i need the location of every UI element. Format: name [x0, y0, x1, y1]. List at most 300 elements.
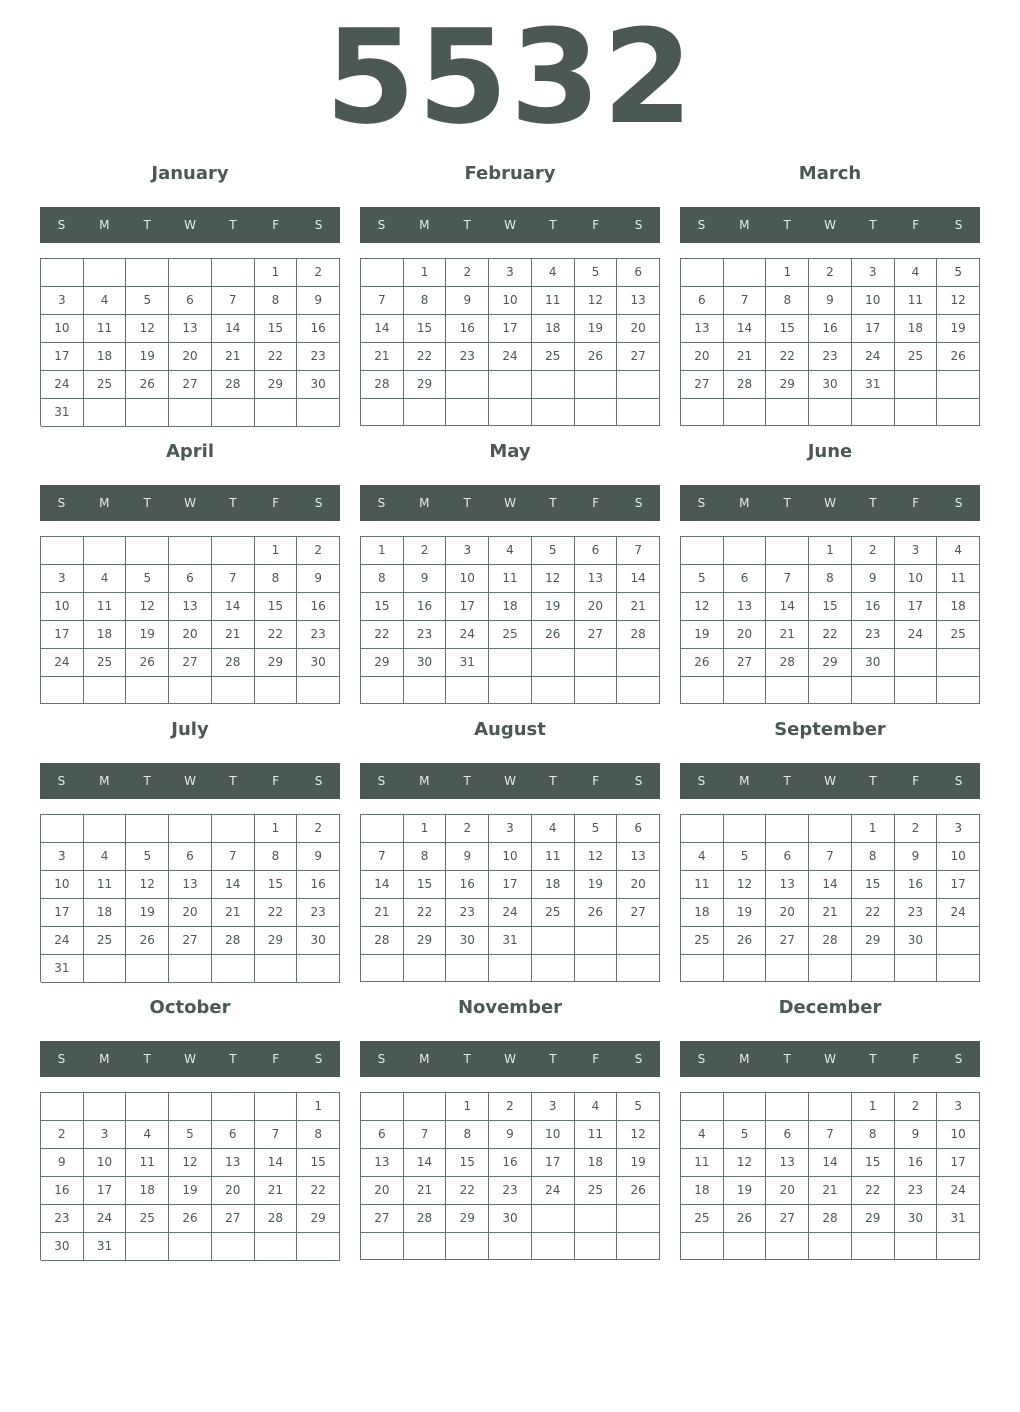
- day-cell[interactable]: 5: [724, 1121, 767, 1149]
- day-cell[interactable]: 18: [575, 1149, 618, 1177]
- day-cell[interactable]: 30: [809, 371, 852, 399]
- day-cell[interactable]: 20: [212, 1177, 255, 1205]
- day-cell[interactable]: 19: [169, 1177, 212, 1205]
- day-cell[interactable]: 19: [575, 315, 618, 343]
- day-cell[interactable]: 4: [575, 1093, 618, 1121]
- day-cell[interactable]: 24: [84, 1205, 127, 1233]
- day-cell[interactable]: 7: [212, 843, 255, 871]
- day-cell[interactable]: 17: [41, 899, 84, 927]
- day-cell[interactable]: 17: [937, 1149, 980, 1177]
- day-cell[interactable]: 24: [446, 621, 489, 649]
- day-cell[interactable]: 26: [681, 649, 724, 677]
- day-cell[interactable]: 28: [361, 371, 404, 399]
- day-cell[interactable]: 7: [809, 1121, 852, 1149]
- day-cell[interactable]: 10: [446, 565, 489, 593]
- day-cell[interactable]: 11: [84, 315, 127, 343]
- day-cell[interactable]: 12: [724, 871, 767, 899]
- day-cell[interactable]: 13: [361, 1149, 404, 1177]
- day-cell[interactable]: 10: [852, 287, 895, 315]
- day-cell[interactable]: 11: [489, 565, 532, 593]
- day-cell[interactable]: 6: [361, 1121, 404, 1149]
- day-cell[interactable]: 17: [489, 871, 532, 899]
- day-cell[interactable]: 22: [297, 1177, 340, 1205]
- day-cell[interactable]: 29: [361, 649, 404, 677]
- day-cell[interactable]: 9: [895, 1121, 938, 1149]
- day-cell[interactable]: 6: [724, 565, 767, 593]
- day-cell[interactable]: 30: [895, 1205, 938, 1233]
- day-cell[interactable]: 5: [724, 843, 767, 871]
- day-cell[interactable]: 23: [895, 1177, 938, 1205]
- day-cell[interactable]: 23: [852, 621, 895, 649]
- day-cell[interactable]: 11: [575, 1121, 618, 1149]
- day-cell[interactable]: 25: [126, 1205, 169, 1233]
- day-cell[interactable]: 31: [41, 955, 84, 983]
- day-cell[interactable]: 24: [41, 649, 84, 677]
- day-cell[interactable]: 20: [766, 1177, 809, 1205]
- day-cell[interactable]: 13: [575, 565, 618, 593]
- day-cell[interactable]: 21: [766, 621, 809, 649]
- day-cell[interactable]: 2: [297, 815, 340, 843]
- day-cell[interactable]: 30: [297, 371, 340, 399]
- day-cell[interactable]: 15: [852, 871, 895, 899]
- day-cell[interactable]: 9: [446, 843, 489, 871]
- day-cell[interactable]: 23: [809, 343, 852, 371]
- day-cell[interactable]: 2: [404, 537, 447, 565]
- day-cell[interactable]: 1: [852, 815, 895, 843]
- day-cell[interactable]: 27: [617, 343, 660, 371]
- day-cell[interactable]: 13: [617, 287, 660, 315]
- day-cell[interactable]: 1: [404, 259, 447, 287]
- day-cell[interactable]: 11: [126, 1149, 169, 1177]
- day-cell[interactable]: 21: [212, 343, 255, 371]
- day-cell[interactable]: 25: [575, 1177, 618, 1205]
- day-cell[interactable]: 27: [681, 371, 724, 399]
- day-cell[interactable]: 11: [681, 871, 724, 899]
- day-cell[interactable]: 27: [766, 927, 809, 955]
- day-cell[interactable]: 14: [255, 1149, 298, 1177]
- day-cell[interactable]: 21: [404, 1177, 447, 1205]
- day-cell[interactable]: 7: [766, 565, 809, 593]
- day-cell[interactable]: 26: [126, 927, 169, 955]
- day-cell[interactable]: 18: [532, 315, 575, 343]
- day-cell[interactable]: 3: [489, 815, 532, 843]
- day-cell[interactable]: 17: [489, 315, 532, 343]
- day-cell[interactable]: 12: [724, 1149, 767, 1177]
- day-cell[interactable]: 23: [41, 1205, 84, 1233]
- day-cell[interactable]: 2: [489, 1093, 532, 1121]
- day-cell[interactable]: 11: [84, 871, 127, 899]
- day-cell[interactable]: 9: [41, 1149, 84, 1177]
- day-cell[interactable]: 18: [532, 871, 575, 899]
- day-cell[interactable]: 3: [41, 287, 84, 315]
- day-cell[interactable]: 22: [255, 621, 298, 649]
- day-cell[interactable]: 27: [724, 649, 767, 677]
- day-cell[interactable]: 31: [446, 649, 489, 677]
- day-cell[interactable]: 16: [895, 1149, 938, 1177]
- day-cell[interactable]: 2: [809, 259, 852, 287]
- day-cell[interactable]: 24: [489, 343, 532, 371]
- day-cell[interactable]: 3: [84, 1121, 127, 1149]
- day-cell[interactable]: 20: [575, 593, 618, 621]
- day-cell[interactable]: 21: [255, 1177, 298, 1205]
- day-cell[interactable]: 23: [446, 343, 489, 371]
- day-cell[interactable]: 7: [809, 843, 852, 871]
- day-cell[interactable]: 26: [617, 1177, 660, 1205]
- day-cell[interactable]: 28: [212, 649, 255, 677]
- day-cell[interactable]: 30: [404, 649, 447, 677]
- day-cell[interactable]: 25: [681, 1205, 724, 1233]
- day-cell[interactable]: 18: [681, 899, 724, 927]
- day-cell[interactable]: 15: [852, 1149, 895, 1177]
- day-cell[interactable]: 7: [212, 287, 255, 315]
- day-cell[interactable]: 4: [532, 259, 575, 287]
- day-cell[interactable]: 25: [84, 371, 127, 399]
- day-cell[interactable]: 25: [681, 927, 724, 955]
- day-cell[interactable]: 5: [532, 537, 575, 565]
- day-cell[interactable]: 24: [41, 927, 84, 955]
- day-cell[interactable]: 28: [404, 1205, 447, 1233]
- day-cell[interactable]: 10: [84, 1149, 127, 1177]
- day-cell[interactable]: 26: [169, 1205, 212, 1233]
- day-cell[interactable]: 15: [404, 315, 447, 343]
- day-cell[interactable]: 8: [255, 843, 298, 871]
- day-cell[interactable]: 4: [895, 259, 938, 287]
- day-cell[interactable]: 28: [809, 927, 852, 955]
- day-cell[interactable]: 7: [404, 1121, 447, 1149]
- day-cell[interactable]: 4: [84, 565, 127, 593]
- day-cell[interactable]: 3: [852, 259, 895, 287]
- day-cell[interactable]: 29: [255, 649, 298, 677]
- day-cell[interactable]: 26: [724, 1205, 767, 1233]
- day-cell[interactable]: 17: [852, 315, 895, 343]
- day-cell[interactable]: 29: [766, 371, 809, 399]
- day-cell[interactable]: 4: [681, 843, 724, 871]
- day-cell[interactable]: 10: [937, 843, 980, 871]
- day-cell[interactable]: 22: [852, 899, 895, 927]
- day-cell[interactable]: 27: [766, 1205, 809, 1233]
- day-cell[interactable]: 16: [489, 1149, 532, 1177]
- day-cell[interactable]: 8: [297, 1121, 340, 1149]
- day-cell[interactable]: 6: [169, 843, 212, 871]
- day-cell[interactable]: 25: [532, 899, 575, 927]
- day-cell[interactable]: 9: [489, 1121, 532, 1149]
- day-cell[interactable]: 2: [446, 259, 489, 287]
- day-cell[interactable]: 30: [852, 649, 895, 677]
- day-cell[interactable]: 10: [41, 315, 84, 343]
- day-cell[interactable]: 16: [404, 593, 447, 621]
- day-cell[interactable]: 21: [809, 1177, 852, 1205]
- day-cell[interactable]: 13: [169, 871, 212, 899]
- day-cell[interactable]: 20: [169, 621, 212, 649]
- day-cell[interactable]: 21: [724, 343, 767, 371]
- day-cell[interactable]: 20: [766, 899, 809, 927]
- day-cell[interactable]: 7: [724, 287, 767, 315]
- day-cell[interactable]: 31: [41, 399, 84, 427]
- day-cell[interactable]: 16: [446, 871, 489, 899]
- day-cell[interactable]: 16: [895, 871, 938, 899]
- day-cell[interactable]: 9: [809, 287, 852, 315]
- day-cell[interactable]: 16: [446, 315, 489, 343]
- day-cell[interactable]: 20: [169, 899, 212, 927]
- day-cell[interactable]: 11: [532, 843, 575, 871]
- day-cell[interactable]: 8: [446, 1121, 489, 1149]
- day-cell[interactable]: 14: [809, 871, 852, 899]
- day-cell[interactable]: 25: [84, 649, 127, 677]
- day-cell[interactable]: 12: [575, 843, 618, 871]
- day-cell[interactable]: 22: [404, 899, 447, 927]
- day-cell[interactable]: 19: [126, 621, 169, 649]
- day-cell[interactable]: 20: [169, 343, 212, 371]
- day-cell[interactable]: 27: [575, 621, 618, 649]
- day-cell[interactable]: 27: [169, 649, 212, 677]
- day-cell[interactable]: 13: [212, 1149, 255, 1177]
- day-cell[interactable]: 20: [617, 871, 660, 899]
- day-cell[interactable]: 17: [937, 871, 980, 899]
- day-cell[interactable]: 4: [489, 537, 532, 565]
- day-cell[interactable]: 6: [169, 287, 212, 315]
- day-cell[interactable]: 14: [212, 593, 255, 621]
- day-cell[interactable]: 28: [255, 1205, 298, 1233]
- day-cell[interactable]: 10: [937, 1121, 980, 1149]
- day-cell[interactable]: 13: [681, 315, 724, 343]
- day-cell[interactable]: 9: [895, 843, 938, 871]
- day-cell[interactable]: 7: [361, 843, 404, 871]
- day-cell[interactable]: 5: [126, 843, 169, 871]
- day-cell[interactable]: 28: [809, 1205, 852, 1233]
- day-cell[interactable]: 22: [766, 343, 809, 371]
- day-cell[interactable]: 8: [404, 287, 447, 315]
- day-cell[interactable]: 14: [361, 871, 404, 899]
- day-cell[interactable]: 5: [575, 815, 618, 843]
- day-cell[interactable]: 29: [404, 371, 447, 399]
- day-cell[interactable]: 26: [532, 621, 575, 649]
- day-cell[interactable]: 19: [681, 621, 724, 649]
- day-cell[interactable]: 21: [617, 593, 660, 621]
- day-cell[interactable]: 29: [255, 927, 298, 955]
- day-cell[interactable]: 18: [84, 899, 127, 927]
- day-cell[interactable]: 31: [489, 927, 532, 955]
- day-cell[interactable]: 12: [681, 593, 724, 621]
- day-cell[interactable]: 1: [255, 259, 298, 287]
- day-cell[interactable]: 14: [361, 315, 404, 343]
- day-cell[interactable]: 3: [489, 259, 532, 287]
- day-cell[interactable]: 3: [41, 565, 84, 593]
- day-cell[interactable]: 13: [169, 315, 212, 343]
- day-cell[interactable]: 17: [41, 621, 84, 649]
- day-cell[interactable]: 19: [724, 899, 767, 927]
- day-cell[interactable]: 8: [255, 565, 298, 593]
- day-cell[interactable]: 26: [126, 371, 169, 399]
- day-cell[interactable]: 28: [361, 927, 404, 955]
- day-cell[interactable]: 12: [532, 565, 575, 593]
- day-cell[interactable]: 4: [126, 1121, 169, 1149]
- day-cell[interactable]: 16: [41, 1177, 84, 1205]
- day-cell[interactable]: 21: [361, 899, 404, 927]
- day-cell[interactable]: 21: [361, 343, 404, 371]
- day-cell[interactable]: 24: [489, 899, 532, 927]
- day-cell[interactable]: 10: [489, 287, 532, 315]
- day-cell[interactable]: 9: [297, 843, 340, 871]
- day-cell[interactable]: 2: [895, 815, 938, 843]
- day-cell[interactable]: 8: [404, 843, 447, 871]
- day-cell[interactable]: 12: [617, 1121, 660, 1149]
- day-cell[interactable]: 14: [212, 871, 255, 899]
- day-cell[interactable]: 20: [681, 343, 724, 371]
- day-cell[interactable]: 10: [895, 565, 938, 593]
- day-cell[interactable]: 28: [212, 371, 255, 399]
- day-cell[interactable]: 26: [575, 899, 618, 927]
- day-cell[interactable]: 18: [126, 1177, 169, 1205]
- day-cell[interactable]: 11: [937, 565, 980, 593]
- day-cell[interactable]: 10: [489, 843, 532, 871]
- day-cell[interactable]: 12: [126, 871, 169, 899]
- day-cell[interactable]: 6: [169, 565, 212, 593]
- day-cell[interactable]: 30: [446, 927, 489, 955]
- day-cell[interactable]: 19: [126, 343, 169, 371]
- day-cell[interactable]: 19: [937, 315, 980, 343]
- day-cell[interactable]: 23: [446, 899, 489, 927]
- day-cell[interactable]: 13: [169, 593, 212, 621]
- day-cell[interactable]: 1: [446, 1093, 489, 1121]
- day-cell[interactable]: 5: [169, 1121, 212, 1149]
- day-cell[interactable]: 8: [255, 287, 298, 315]
- day-cell[interactable]: 26: [575, 343, 618, 371]
- day-cell[interactable]: 5: [126, 287, 169, 315]
- day-cell[interactable]: 15: [255, 593, 298, 621]
- day-cell[interactable]: 15: [255, 871, 298, 899]
- day-cell[interactable]: 3: [41, 843, 84, 871]
- day-cell[interactable]: 25: [937, 621, 980, 649]
- day-cell[interactable]: 17: [532, 1149, 575, 1177]
- day-cell[interactable]: 14: [212, 315, 255, 343]
- day-cell[interactable]: 7: [212, 565, 255, 593]
- day-cell[interactable]: 17: [895, 593, 938, 621]
- day-cell[interactable]: 18: [84, 621, 127, 649]
- day-cell[interactable]: 10: [532, 1121, 575, 1149]
- day-cell[interactable]: 6: [766, 843, 809, 871]
- day-cell[interactable]: 13: [724, 593, 767, 621]
- day-cell[interactable]: 28: [766, 649, 809, 677]
- day-cell[interactable]: 6: [575, 537, 618, 565]
- day-cell[interactable]: 4: [681, 1121, 724, 1149]
- day-cell[interactable]: 2: [297, 537, 340, 565]
- day-cell[interactable]: 20: [361, 1177, 404, 1205]
- day-cell[interactable]: 11: [681, 1149, 724, 1177]
- day-cell[interactable]: 1: [255, 815, 298, 843]
- day-cell[interactable]: 11: [895, 287, 938, 315]
- day-cell[interactable]: 7: [361, 287, 404, 315]
- day-cell[interactable]: 4: [84, 843, 127, 871]
- day-cell[interactable]: 23: [297, 621, 340, 649]
- day-cell[interactable]: 8: [766, 287, 809, 315]
- day-cell[interactable]: 12: [169, 1149, 212, 1177]
- day-cell[interactable]: 4: [84, 287, 127, 315]
- day-cell[interactable]: 19: [617, 1149, 660, 1177]
- day-cell[interactable]: 29: [255, 371, 298, 399]
- day-cell[interactable]: 27: [617, 899, 660, 927]
- day-cell[interactable]: 15: [446, 1149, 489, 1177]
- day-cell[interactable]: 5: [681, 565, 724, 593]
- day-cell[interactable]: 15: [809, 593, 852, 621]
- day-cell[interactable]: 3: [446, 537, 489, 565]
- day-cell[interactable]: 28: [724, 371, 767, 399]
- day-cell[interactable]: 23: [895, 899, 938, 927]
- day-cell[interactable]: 15: [255, 315, 298, 343]
- day-cell[interactable]: 8: [852, 843, 895, 871]
- day-cell[interactable]: 24: [41, 371, 84, 399]
- day-cell[interactable]: 2: [446, 815, 489, 843]
- day-cell[interactable]: 19: [126, 899, 169, 927]
- day-cell[interactable]: 24: [852, 343, 895, 371]
- day-cell[interactable]: 30: [297, 927, 340, 955]
- day-cell[interactable]: 30: [489, 1205, 532, 1233]
- day-cell[interactable]: 13: [617, 843, 660, 871]
- day-cell[interactable]: 30: [895, 927, 938, 955]
- day-cell[interactable]: 6: [617, 259, 660, 287]
- day-cell[interactable]: 20: [724, 621, 767, 649]
- day-cell[interactable]: 9: [297, 287, 340, 315]
- day-cell[interactable]: 16: [297, 593, 340, 621]
- day-cell[interactable]: 15: [361, 593, 404, 621]
- day-cell[interactable]: 27: [212, 1205, 255, 1233]
- day-cell[interactable]: 17: [446, 593, 489, 621]
- day-cell[interactable]: 12: [126, 315, 169, 343]
- day-cell[interactable]: 20: [617, 315, 660, 343]
- day-cell[interactable]: 17: [84, 1177, 127, 1205]
- day-cell[interactable]: 5: [617, 1093, 660, 1121]
- day-cell[interactable]: 22: [361, 621, 404, 649]
- day-cell[interactable]: 9: [852, 565, 895, 593]
- day-cell[interactable]: 22: [255, 343, 298, 371]
- day-cell[interactable]: 1: [809, 537, 852, 565]
- day-cell[interactable]: 3: [895, 537, 938, 565]
- day-cell[interactable]: 13: [766, 871, 809, 899]
- day-cell[interactable]: 21: [212, 899, 255, 927]
- day-cell[interactable]: 24: [532, 1177, 575, 1205]
- day-cell[interactable]: 15: [766, 315, 809, 343]
- day-cell[interactable]: 15: [297, 1149, 340, 1177]
- day-cell[interactable]: 2: [41, 1121, 84, 1149]
- day-cell[interactable]: 4: [937, 537, 980, 565]
- day-cell[interactable]: 24: [895, 621, 938, 649]
- day-cell[interactable]: 2: [895, 1093, 938, 1121]
- day-cell[interactable]: 9: [446, 287, 489, 315]
- day-cell[interactable]: 19: [724, 1177, 767, 1205]
- day-cell[interactable]: 18: [937, 593, 980, 621]
- day-cell[interactable]: 16: [809, 315, 852, 343]
- day-cell[interactable]: 26: [724, 927, 767, 955]
- day-cell[interactable]: 13: [766, 1149, 809, 1177]
- day-cell[interactable]: 25: [489, 621, 532, 649]
- day-cell[interactable]: 5: [126, 565, 169, 593]
- day-cell[interactable]: 5: [575, 259, 618, 287]
- day-cell[interactable]: 29: [404, 927, 447, 955]
- day-cell[interactable]: 12: [126, 593, 169, 621]
- day-cell[interactable]: 7: [255, 1121, 298, 1149]
- day-cell[interactable]: 1: [255, 537, 298, 565]
- day-cell[interactable]: 9: [297, 565, 340, 593]
- day-cell[interactable]: 6: [766, 1121, 809, 1149]
- day-cell[interactable]: 19: [532, 593, 575, 621]
- day-cell[interactable]: 15: [404, 871, 447, 899]
- day-cell[interactable]: 25: [532, 343, 575, 371]
- day-cell[interactable]: 25: [84, 927, 127, 955]
- day-cell[interactable]: 16: [852, 593, 895, 621]
- day-cell[interactable]: 29: [446, 1205, 489, 1233]
- day-cell[interactable]: 14: [766, 593, 809, 621]
- day-cell[interactable]: 18: [489, 593, 532, 621]
- day-cell[interactable]: 2: [852, 537, 895, 565]
